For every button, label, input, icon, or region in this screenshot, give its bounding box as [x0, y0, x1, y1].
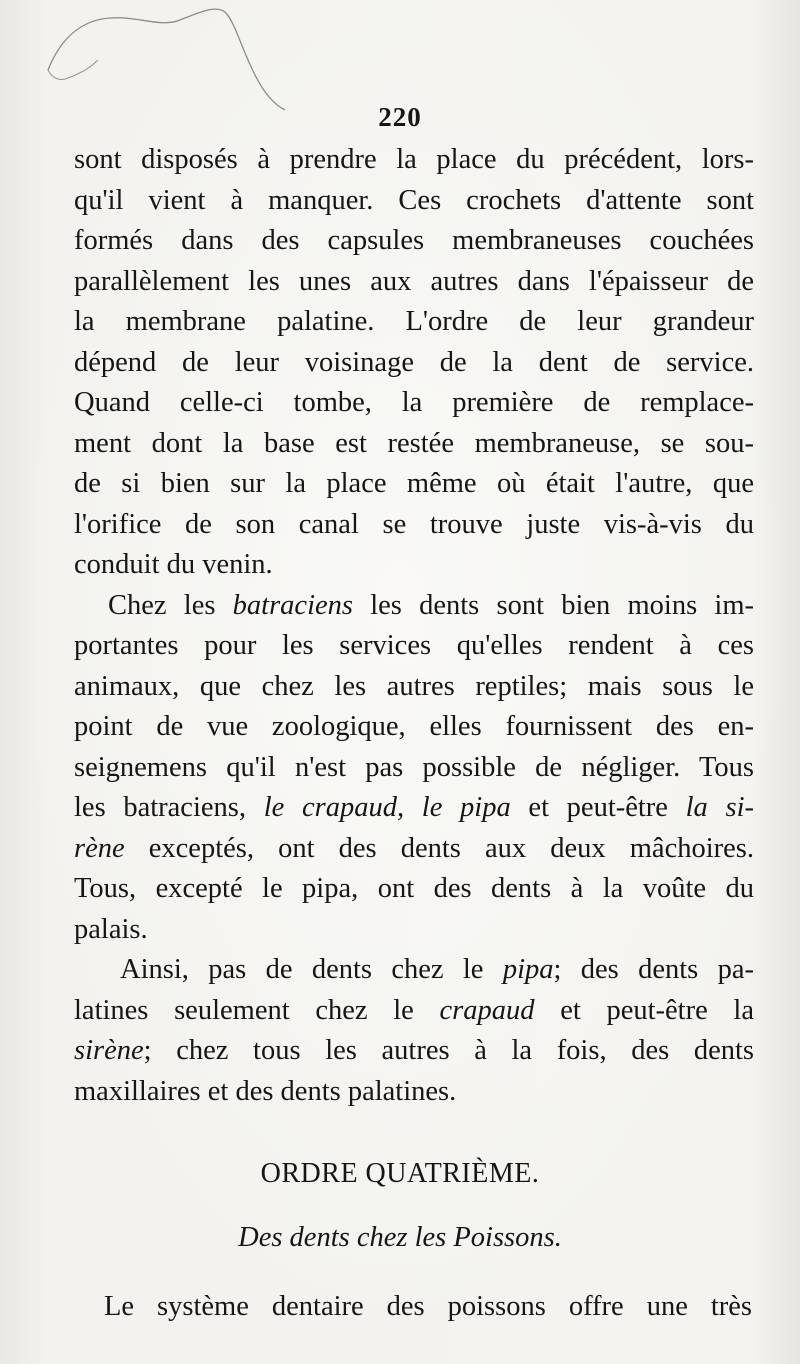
text-line	[74, 1031, 754, 1072]
text-line: Quand celle-ci tombe, la première de remplace-	[74, 387, 754, 418]
body-text	[74, 140, 754, 1112]
text-run: et peut-être	[510, 792, 686, 823]
text-line: dépend de leur voisinage de la dent de service.	[74, 346, 754, 378]
italic-term: crapaud	[439, 994, 535, 1026]
text-run: exceptés, ont des dents aux deux mâchoires.	[124, 832, 754, 864]
text-line	[74, 788, 754, 829]
text-line: sont disposés à prendre la place du précédent, lors-	[74, 144, 754, 175]
text-line: animaux, que chez les autres reptiles; mais sous le	[74, 670, 754, 702]
text-line: de si bien sur la place même où était l'autre, que	[74, 468, 754, 499]
text-line: l'orifice de son canal se trouve juste vis-à-vis du	[74, 508, 754, 540]
italic-term: batraciens	[232, 589, 353, 621]
text-run: et peut-être la	[534, 994, 754, 1026]
text-line: ment dont la base est restée membraneuse, se sou-	[74, 427, 754, 459]
text-run: les batraciens,	[74, 792, 264, 823]
text-line: point de vue zoologique, elles fournissent des en-	[74, 711, 754, 742]
text-run: ; chez tous les autres à la fois, des dents	[143, 1035, 754, 1066]
text-line: palais.	[74, 913, 148, 945]
text-run: ; des dents pa-	[553, 954, 754, 985]
section-subheading: Des dents chez les Poissons.	[238, 1222, 562, 1253]
italic-term: sirène	[74, 1035, 144, 1066]
text-line	[74, 829, 754, 870]
text-line	[74, 950, 754, 991]
text-line: parallèlement les unes aux autres dans l'épaisseur de	[74, 265, 754, 297]
text-line: la membrane palatine. L'ordre de leur grandeur	[74, 306, 754, 337]
italic-term: pipa	[502, 954, 554, 985]
text-run: Chez les	[108, 589, 233, 621]
text-line: seignemens qu'il n'est pas possible de négliger. Tous	[74, 751, 754, 783]
italic-term: le crapaud, le pipa	[263, 792, 511, 823]
page-number: 220	[378, 102, 422, 132]
text-run: Ainsi, pas de dents chez le	[120, 954, 503, 985]
text-line: qu'il vient à manquer. Ces crochets d'attente sont	[74, 184, 754, 216]
text-line: formés dans des capsules membraneuses couchées	[74, 225, 754, 256]
text-run: les dents sont bien moins im-	[353, 589, 754, 621]
text-line	[74, 991, 754, 1032]
text-line	[74, 586, 754, 627]
text-line: Tous, excepté le pipa, ont des dents à la voûte du	[74, 873, 754, 904]
italic-term: rène	[74, 832, 125, 864]
text-run: latines seulement chez le	[74, 994, 440, 1026]
section-heading: ORDRE QUATRIÈME.	[260, 1158, 540, 1189]
text-line: maxillaires et des dents palatines.	[74, 1075, 457, 1107]
text-line: portantes pour les services qu'elles rendent à ces	[74, 630, 754, 661]
text-line: Le système dentaire des poissons offre une très	[104, 1291, 752, 1322]
text-line: conduit du venin.	[74, 549, 273, 580]
italic-term: la si-	[685, 792, 755, 823]
